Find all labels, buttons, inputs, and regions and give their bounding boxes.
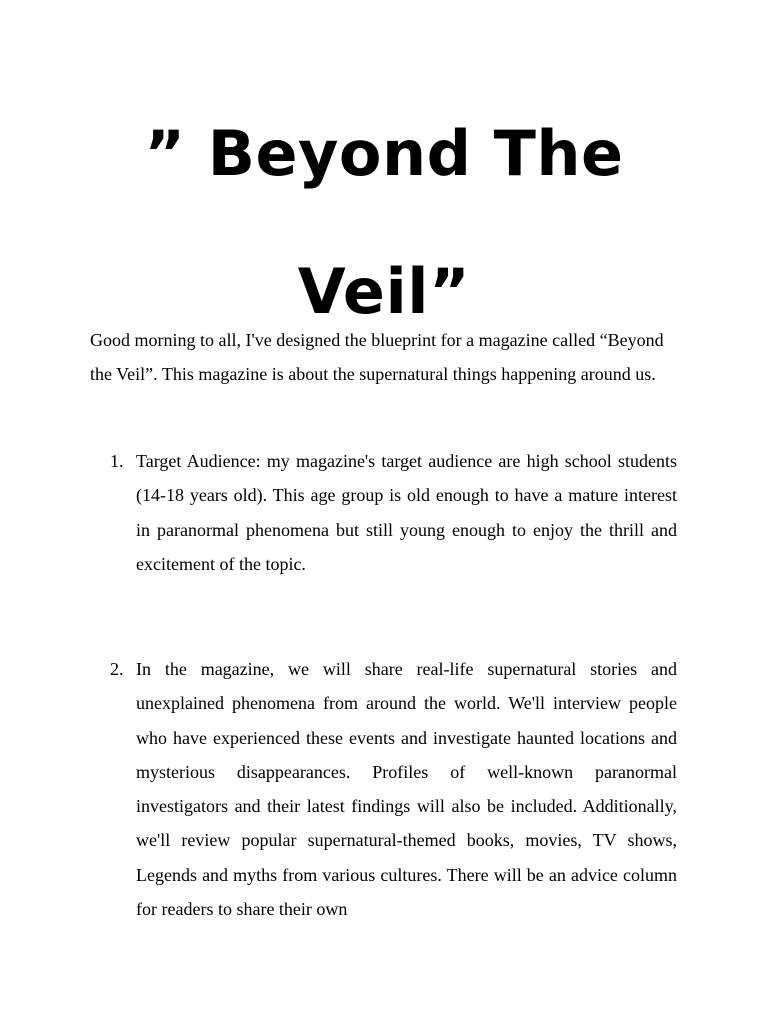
list-item: [110, 444, 677, 581]
document-title: [0, 85, 768, 361]
list-item-text: Target Audience: my magazine's target audience are high school students (14-18 years old). This age group is old enough to have a mature interest in paranormal phenomena but still young enough to enjoy the thrill and excitement of the topic.: [136, 451, 677, 574]
list-item-text: In the magazine, we will share real-life supernatural stories and unexplained phenomena from around the world. We'll interview people who have experienced these events and investigate haunted locations and mysterious disappearances. Profiles of well-known paranormal investigators and their latest findings will also be included. Additionally, we'll review popular supernatural-themed books, movies, TV shows, Legends and myths from various cultures. There will be an advice column for readers to share their own: [136, 659, 677, 920]
title-line-2: Veil”: [297, 255, 471, 328]
list-item: [110, 652, 677, 926]
intro-paragraph: Good morning to all, I've designed the blueprint for a magazine called “Beyond the Veil”. This magazine is about the supernatural things happening around us.: [90, 330, 664, 385]
list-item-number: 1.: [110, 451, 124, 471]
title-line-1: ” Beyond The: [144, 117, 624, 190]
list-item-number: 2.: [110, 659, 124, 679]
